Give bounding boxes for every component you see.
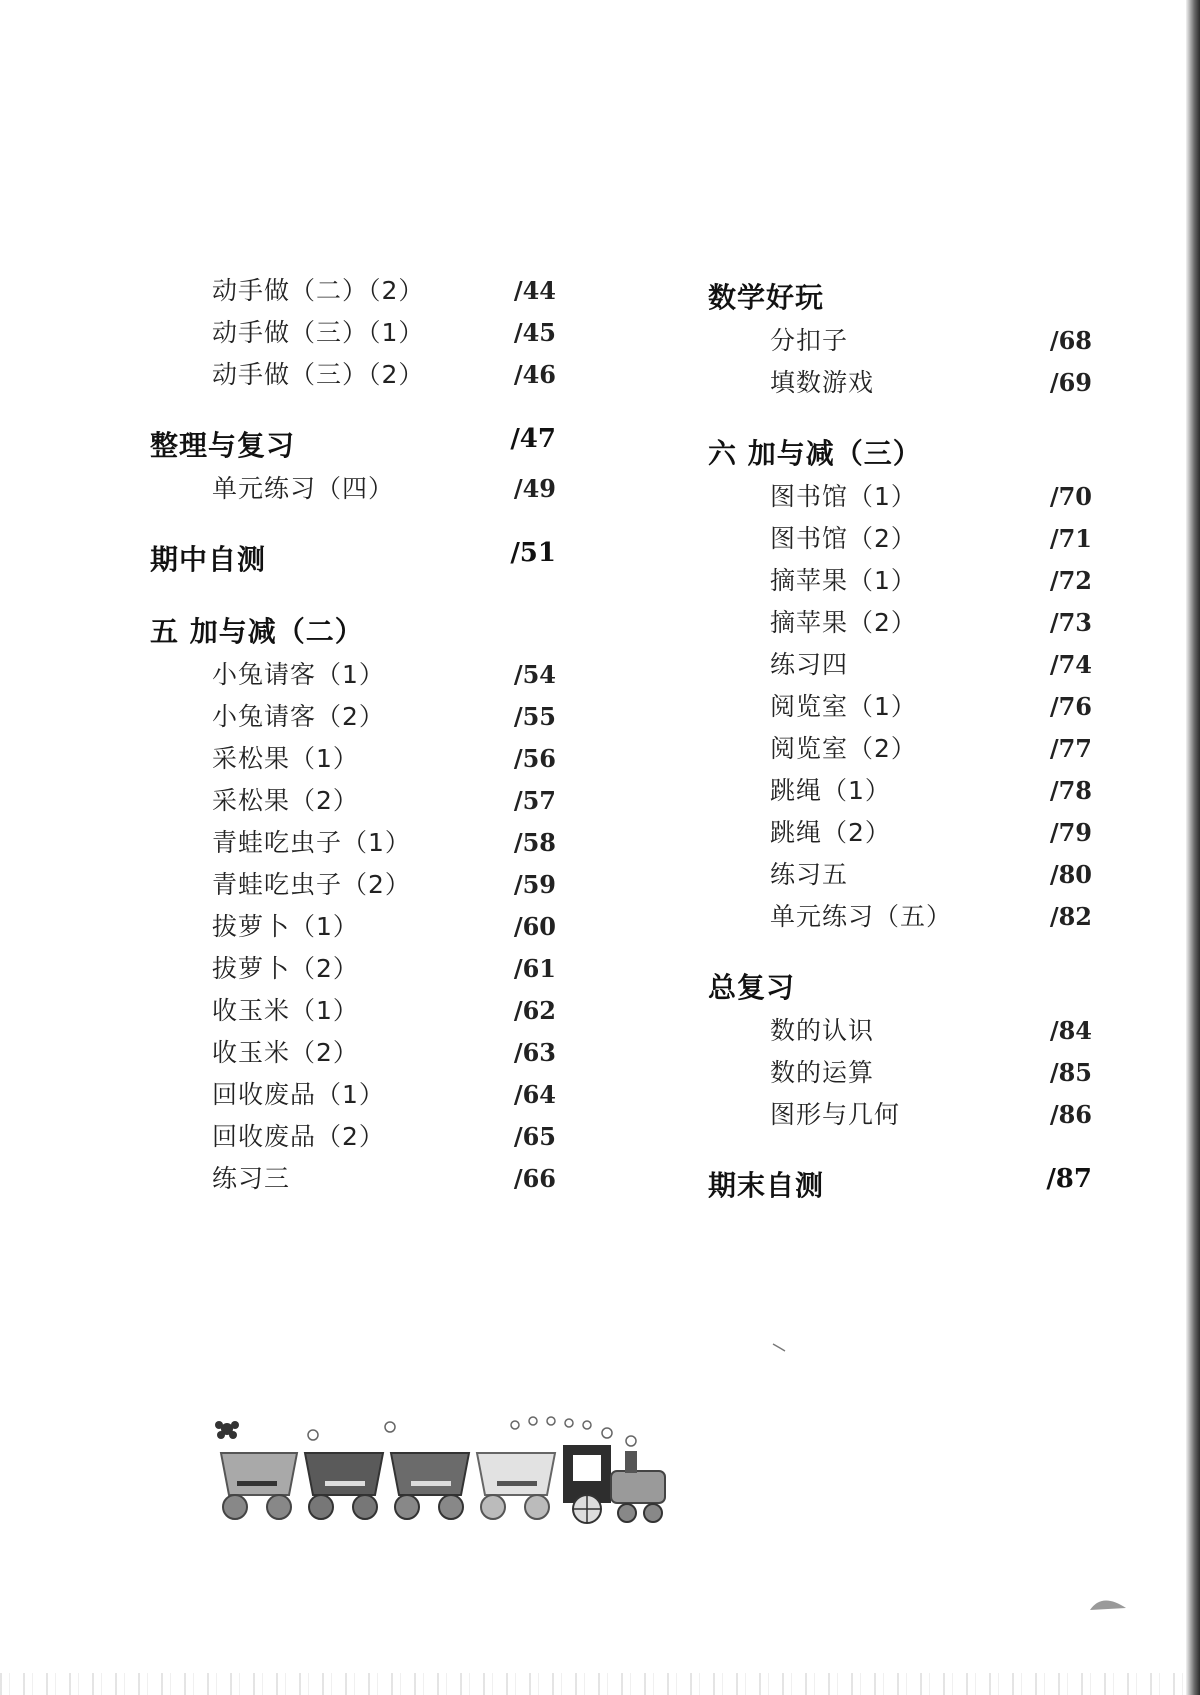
toc-entry-title: 拔萝卜（1） [212, 912, 359, 941]
toc-entry-page: /72 [1049, 566, 1092, 595]
train-illustration-icon [215, 1415, 685, 1525]
toc-entry [150, 270, 560, 312]
toc-entry [150, 738, 560, 780]
toc-entry [150, 990, 560, 1032]
toc-entry [708, 362, 1118, 404]
toc-entry-title: 跳绳（2） [770, 818, 891, 847]
toc-entry-page: /69 [1049, 368, 1092, 397]
scan-speck-icon [772, 1342, 786, 1352]
toc-entry [150, 696, 560, 738]
toc-entry-title: 采松果（1） [212, 744, 359, 773]
toc-entry [150, 864, 560, 906]
toc-entry-page: /49 [513, 474, 556, 503]
toc-entry [150, 312, 560, 354]
toc-entry-page: /85 [1049, 1058, 1092, 1087]
toc-section-page: /47 [510, 424, 556, 454]
toc-section-heading [708, 432, 1118, 476]
toc-entry-title: 练习五 [770, 860, 849, 889]
toc-entry [708, 770, 1118, 812]
toc-entry-page: /86 [1049, 1100, 1092, 1129]
toc-entry-page: /59 [513, 870, 556, 899]
toc-entry [150, 906, 560, 948]
toc-section-title: 整理与复习 [150, 429, 296, 462]
toc-section-title: 六 加与减（三） [708, 437, 922, 470]
toc-entry-title: 阅览室（1） [770, 692, 917, 721]
page-corner-scan-mark-icon [1088, 1590, 1128, 1612]
toc-entry-title: 采松果（2） [212, 786, 359, 815]
toc-entry-title: 动手做（二）（2） [212, 276, 425, 305]
toc-entry-title: 跳绳（1） [770, 776, 891, 805]
toc-section-heading [708, 1164, 1118, 1208]
toc-entry-title: 练习三 [212, 1164, 291, 1193]
toc-entry-page: /65 [513, 1122, 556, 1151]
toc-entry-title: 阅览室（2） [770, 734, 917, 763]
toc-entry [708, 1094, 1118, 1136]
toc-section-heading [150, 610, 560, 654]
toc-section-heading [708, 276, 1118, 320]
toc-section-heading [708, 966, 1118, 1010]
toc-entry-title: 图书馆（1） [770, 482, 917, 511]
toc-entry [708, 320, 1118, 362]
toc-section-heading [150, 538, 560, 582]
toc-entry [708, 854, 1118, 896]
toc-section-page: /51 [510, 538, 556, 568]
toc-entry [708, 1052, 1118, 1094]
toc-section-title: 期末自测 [708, 1169, 825, 1202]
toc-entry-title: 小兔请客（2） [212, 702, 385, 731]
scanned-page-edge [1186, 0, 1200, 1695]
toc-entry-page: /80 [1049, 860, 1092, 889]
scan-noise-strip [0, 1673, 1186, 1695]
toc-entry-title: 青蛙吃虫子（2） [212, 870, 411, 899]
toc-entry-page: /44 [513, 276, 556, 305]
toc-section-title: 五 加与减（二） [150, 615, 364, 648]
toc-section-heading [150, 424, 560, 468]
toc-section-title: 数学好玩 [708, 281, 825, 314]
toc-entry-page: /70 [1049, 482, 1092, 511]
toc-entry [150, 822, 560, 864]
toc-entry-page: /60 [513, 912, 556, 941]
toc-entry [708, 518, 1118, 560]
toc-entry-page: /55 [513, 702, 556, 731]
toc-entry [150, 1032, 560, 1074]
toc-entry-page: /46 [513, 360, 556, 389]
toc-entry-page: /78 [1049, 776, 1092, 805]
toc-entry [708, 686, 1118, 728]
toc-entry-title: 数的运算 [770, 1058, 875, 1087]
toc-entry-page: /58 [513, 828, 556, 857]
toc-entry-page: /45 [513, 318, 556, 347]
toc-right-column [708, 270, 1118, 1208]
toc-entry [150, 780, 560, 822]
toc-entry-page: /84 [1049, 1016, 1092, 1045]
toc-entry [150, 354, 560, 396]
toc-entry [708, 560, 1118, 602]
toc-entry-page: /66 [513, 1164, 556, 1193]
toc-entry-title: 摘苹果（1） [770, 566, 917, 595]
toc-entry [708, 812, 1118, 854]
toc-entry [150, 1074, 560, 1116]
toc-entry-title: 数的认识 [770, 1016, 875, 1045]
toc-entry-title: 回收废品（2） [212, 1122, 385, 1151]
toc-entry-title: 填数游戏 [770, 368, 875, 397]
toc-entry-page: /71 [1049, 524, 1092, 553]
toc-left-column [150, 270, 560, 1200]
toc-entry-page: /54 [513, 660, 556, 689]
toc-entry [150, 468, 560, 510]
toc-entry-title: 动手做（三）（2） [212, 360, 425, 389]
toc-section-page: /87 [1046, 1164, 1092, 1194]
toc-entry-page: /62 [513, 996, 556, 1025]
toc-entry-title: 回收废品（1） [212, 1080, 385, 1109]
toc-entry [708, 644, 1118, 686]
toc-entry-page: /56 [513, 744, 556, 773]
toc-entry-title: 小兔请客（1） [212, 660, 385, 689]
toc-entry-title: 图形与几何 [770, 1100, 901, 1129]
toc-entry-page: /64 [513, 1080, 556, 1109]
toc-entry-title: 收玉米（1） [212, 996, 359, 1025]
toc-entry-title: 分扣子 [770, 326, 849, 355]
toc-entry-page: /74 [1049, 650, 1092, 679]
toc-entry-title: 青蛙吃虫子（1） [212, 828, 411, 857]
toc-entry [150, 654, 560, 696]
toc-entry [708, 896, 1118, 938]
toc-entry-page: /73 [1049, 608, 1092, 637]
toc-entry [708, 476, 1118, 518]
toc-entry [150, 948, 560, 990]
toc-entry [150, 1158, 560, 1200]
toc-entry-title: 动手做（三）（1） [212, 318, 425, 347]
toc-entry-page: /76 [1049, 692, 1092, 721]
toc-section-title: 总复习 [708, 971, 796, 1004]
toc-entry [150, 1116, 560, 1158]
toc-entry [708, 602, 1118, 644]
toc-section-title: 期中自测 [150, 543, 267, 576]
toc-entry-page: /82 [1049, 902, 1092, 931]
toc-entry-page: /77 [1049, 734, 1092, 763]
toc-entry-title: 图书馆（2） [770, 524, 917, 553]
toc-entry-title: 单元练习（五） [770, 902, 953, 931]
toc-entry-page: /79 [1049, 818, 1092, 847]
toc-entry-title: 摘苹果（2） [770, 608, 917, 637]
toc-entry-title: 拔萝卜（2） [212, 954, 359, 983]
toc-entry-page: /68 [1049, 326, 1092, 355]
toc-entry-page: /57 [513, 786, 556, 815]
toc-entry-title: 练习四 [770, 650, 849, 679]
toc-entry [708, 728, 1118, 770]
toc-entry-page: /61 [513, 954, 556, 983]
toc-entry [708, 1010, 1118, 1052]
toc-entry-title: 单元练习（四） [212, 474, 395, 503]
toc-entry-title: 收玉米（2） [212, 1038, 359, 1067]
toc-entry-page: /63 [513, 1038, 556, 1067]
